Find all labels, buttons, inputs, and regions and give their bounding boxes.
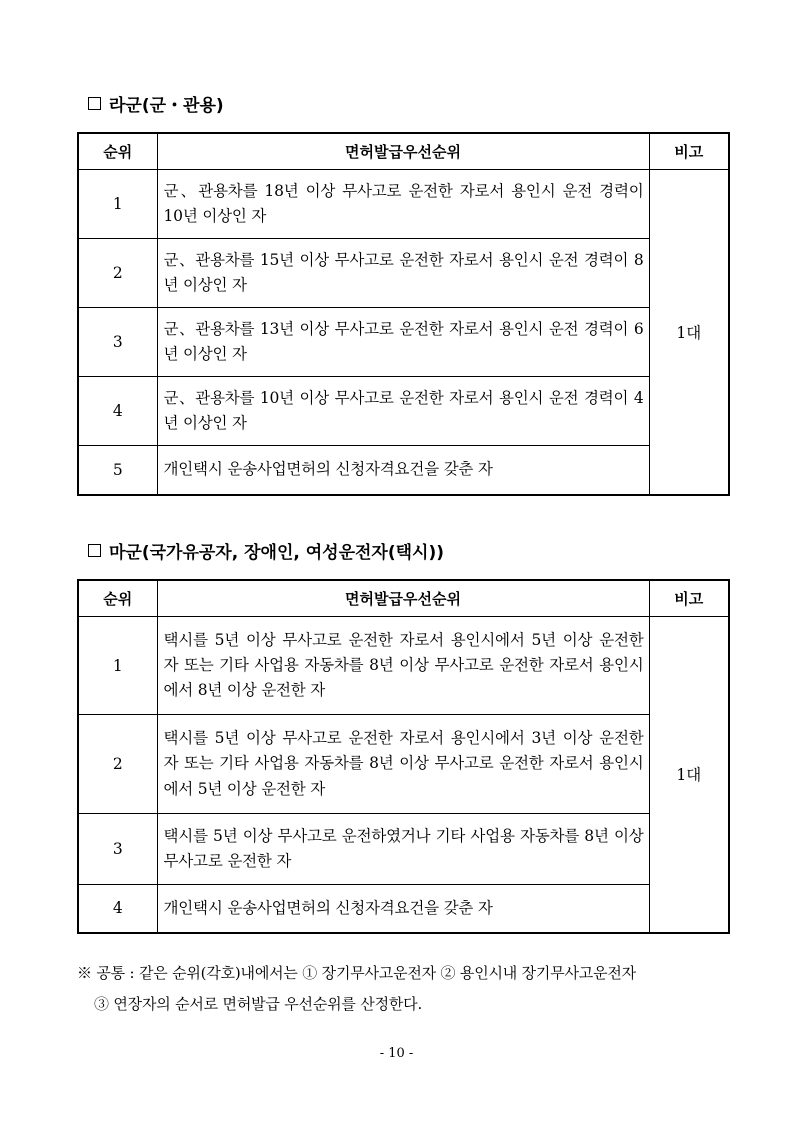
note-cell: 1대 [649, 170, 729, 495]
criteria-cell: 개인택시 운송사업면허의 신청자격요건을 갖춘 자 [157, 446, 649, 495]
table-row [78, 617, 729, 715]
criteria-cell: 택시를 5년 이상 무사고로 운전하였거나 기타 사업용 자동차를 8년 이상 무사고로 운전한 자 [157, 814, 649, 885]
table-header-row [78, 580, 729, 617]
table-row [78, 239, 729, 308]
header-rank: 순위 [78, 580, 157, 617]
rank-cell: 4 [78, 885, 157, 933]
criteria-cell: 개인택시 운송사업면허의 신청자격요건을 갖춘 자 [157, 885, 649, 933]
footnote-line: ※ 공통 : 같은 순위(각호)내에서는 ① 장기무사고운전자 ② 용인시내 장기무사고운전자 [77, 964, 636, 982]
rank-cell: 2 [78, 715, 157, 814]
rank-cell: 3 [78, 308, 157, 377]
criteria-cell: 군、관용차를 15년 이상 무사고로 운전한 자로서 용인시 운전 경력이 8년 이상인 자 [157, 239, 649, 308]
checkbox-icon [88, 97, 101, 110]
table-row [78, 170, 729, 239]
header-note: 비고 [649, 580, 729, 617]
criteria-cell: 군、관용차를 18년 이상 무사고로 운전한 자로서 용인시 운전 경력이 10년 이상인 자 [157, 170, 649, 239]
checkbox-icon [88, 544, 101, 557]
table-row [78, 308, 729, 377]
rank-cell: 5 [78, 446, 157, 495]
rank-cell: 2 [78, 239, 157, 308]
rank-cell: 1 [78, 170, 157, 239]
page-number: - 10 - [379, 1046, 414, 1061]
criteria-cell: 군、관용차를 10년 이상 무사고로 운전한 자로서 용인시 운전 경력이 4년 이상인 자 [157, 377, 649, 446]
criteria-cell: 택시를 5년 이상 무사고로 운전한 자로서 용인시에서 3년 이상 운전한 자 또는 기타 사업용 자동차를 8년 이상 무사고로 운전한 자로서 용인시에서 5년 이상 운전한 자 [157, 715, 649, 814]
criteria-cell: 군、관용차를 13년 이상 무사고로 운전한 자로서 용인시 운전 경력이 6년 이상인 자 [157, 308, 649, 377]
rank-cell: 1 [78, 617, 157, 715]
rank-cell: 4 [78, 377, 157, 446]
header-rank: 순위 [78, 133, 157, 170]
priority-table-magun [77, 579, 730, 934]
table-row [78, 377, 729, 446]
table-header-row [78, 133, 729, 170]
priority-table-ragun [77, 132, 730, 496]
table-row [78, 715, 729, 814]
table-row [78, 885, 729, 933]
section-heading-ragun [88, 91, 224, 116]
header-note: 비고 [649, 133, 729, 170]
table-row [78, 446, 729, 495]
header-criteria: 면허발급우선순위 [157, 580, 649, 617]
section-heading-magun [88, 538, 444, 563]
table-row [78, 814, 729, 885]
criteria-cell: 택시를 5년 이상 무사고로 운전한 자로서 용인시에서 5년 이상 운전한 자 또는 기타 사업용 자동차를 8년 이상 무사고로 운전한 자로서 용인시에서 8년 이상 운전한 자 [157, 617, 649, 715]
header-criteria: 면허발급우선순위 [157, 133, 649, 170]
footnote [77, 958, 747, 1020]
footnote-line: ③ 연장자의 순서로 면허발급 우선순위를 산정한다. [94, 995, 423, 1013]
section-title: 라군(군・관용) [109, 96, 224, 116]
rank-cell: 3 [78, 814, 157, 885]
note-cell: 1대 [649, 617, 729, 933]
section-title: 마군(국가유공자, 장애인, 여성운전자(택시)) [109, 543, 445, 563]
